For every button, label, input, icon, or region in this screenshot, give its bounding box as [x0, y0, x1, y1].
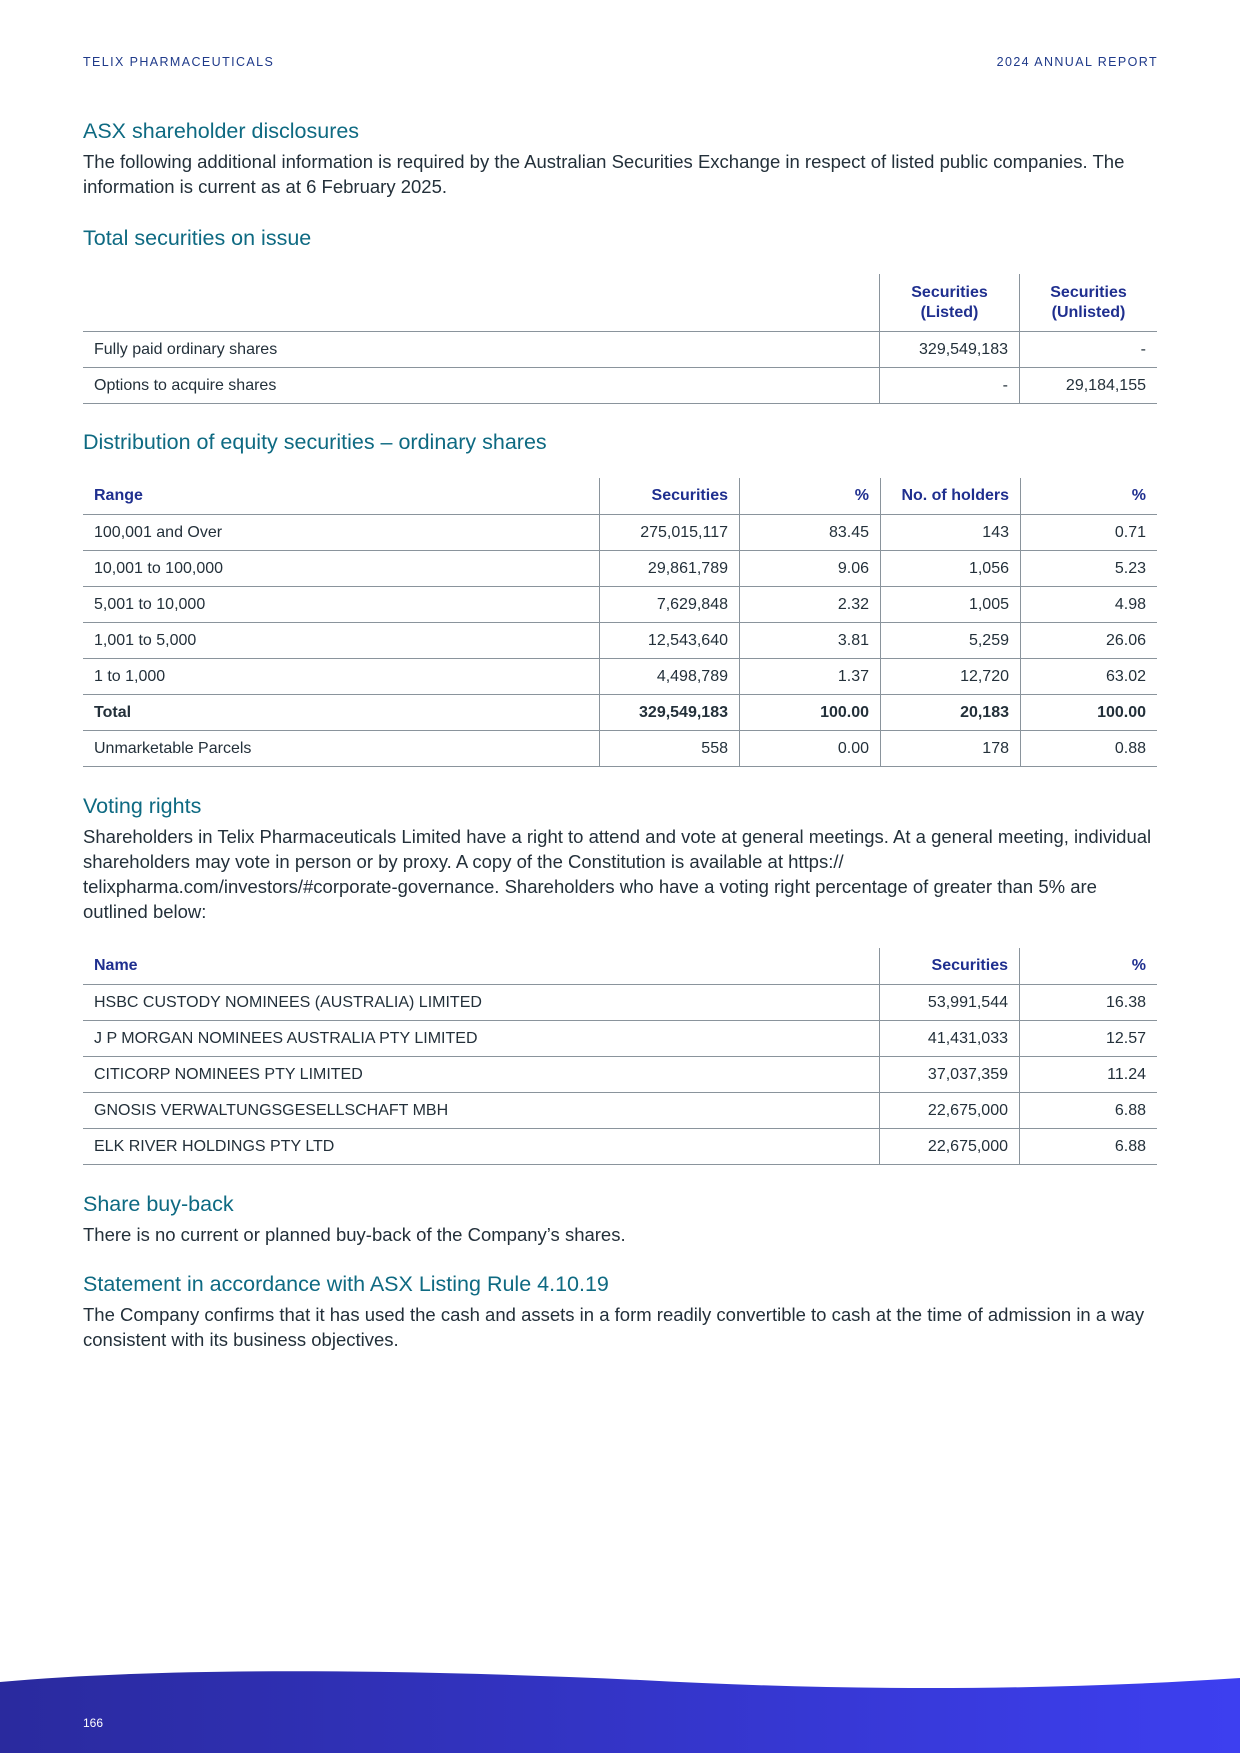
total-securities-table: [83, 274, 1157, 404]
page-number: 166: [83, 1716, 104, 1730]
cell-unlisted: -: [1020, 332, 1158, 368]
table-row: [83, 985, 1157, 1021]
cell-percent: 83.45: [740, 515, 881, 551]
cell-percent: 12.57: [1020, 1021, 1158, 1057]
cell-name: GNOSIS VERWALTUNGSGESELLSCHAFT MBH: [83, 1093, 880, 1129]
row-label: Options to acquire shares: [83, 368, 880, 404]
page-content: [83, 116, 1157, 1352]
cell-securities: 329,549,183: [600, 695, 740, 731]
table-header-blank: [83, 274, 880, 332]
cell-holders-percent: 63.02: [1021, 659, 1158, 695]
row-label: Fully paid ordinary shares: [83, 332, 880, 368]
section-title-total-securities: Total securities on issue: [83, 226, 312, 250]
cell-securities: 4,498,789: [600, 659, 740, 695]
table-header-row: [83, 274, 1157, 332]
cell-securities: 29,861,789: [600, 551, 740, 587]
col-header-percent: %: [740, 478, 881, 515]
cell-range: Total: [83, 695, 600, 731]
cell-percent: 9.06: [740, 551, 881, 587]
cell-name: ELK RIVER HOLDINGS PTY LTD: [83, 1129, 880, 1165]
table-row: [83, 332, 1157, 368]
cell-securities: 41,431,033: [880, 1021, 1020, 1057]
cell-securities: 22,675,000: [880, 1129, 1020, 1165]
cell-name: CITICORP NOMINEES PTY LIMITED: [83, 1057, 880, 1093]
cell-listed: 329,549,183: [880, 332, 1020, 368]
cell-percent: 6.88: [1020, 1093, 1158, 1129]
buyback-text: There is no current or planned buy-back of the Company’s shares.: [83, 1224, 626, 1245]
cell-holders-percent: 26.06: [1021, 623, 1158, 659]
cell-holders-percent: 5.23: [1021, 551, 1158, 587]
section-title-voting: Voting rights: [83, 794, 202, 818]
cell-range: 10,001 to 100,000: [83, 551, 600, 587]
cell-holders-percent: 100.00: [1021, 695, 1158, 731]
cell-securities: 12,543,640: [600, 623, 740, 659]
cell-holders: 12,720: [881, 659, 1021, 695]
col-header-unlisted: Securities (Unlisted): [1020, 274, 1158, 332]
cell-holders-percent: 0.88: [1021, 731, 1158, 767]
voting-table: [83, 948, 1157, 1165]
statement-text: The Company confirms that it has used the cash and assets in a form readily convertible to cash at the time of admission in a way consistent with its business objectives.: [83, 1304, 1145, 1350]
section-title-asx: ASX shareholder disclosures: [83, 119, 360, 143]
cell-range: 5,001 to 10,000: [83, 587, 600, 623]
cell-listed: -: [880, 368, 1020, 404]
section-title-distribution: Distribution of equity securities – ordinary shares: [83, 430, 547, 454]
distribution-table: [83, 478, 1157, 767]
table-row: [83, 1057, 1157, 1093]
table-row: [83, 515, 1157, 551]
cell-holders-percent: 0.71: [1021, 515, 1158, 551]
cell-percent: 11.24: [1020, 1057, 1158, 1093]
cell-securities: 558: [600, 731, 740, 767]
table-row-total: [83, 695, 1157, 731]
cell-holders: 5,259: [881, 623, 1021, 659]
cell-securities: 22,675,000: [880, 1093, 1020, 1129]
cell-holders: 178: [881, 731, 1021, 767]
voting-text: Shareholders in Telix Pharmaceuticals Limited have a right to attend and vote at general meetings. At a general meeting, individual shareholders may vote in person or by proxy. A copy of the Constitution is available at https:// telixpharma.com/investors/#corporate-governance. Shareholders who have a voting right percentage of greater than 5% are outlined below:: [83, 826, 1152, 922]
footer-wave-band: [0, 1670, 1240, 1753]
cell-holders: 1,056: [881, 551, 1021, 587]
col-header-listed: Securities (Listed): [880, 274, 1020, 332]
cell-percent: 6.88: [1020, 1129, 1158, 1165]
table-row: [83, 731, 1157, 767]
col-header-securities: Securities: [880, 948, 1020, 985]
table-row: [83, 551, 1157, 587]
cell-range: 1,001 to 5,000: [83, 623, 600, 659]
cell-percent: 1.37: [740, 659, 881, 695]
cell-unlisted: 29,184,155: [1020, 368, 1158, 404]
running-header-company: TELIX PHARMACEUTICALS: [83, 55, 275, 69]
table-row: [83, 623, 1157, 659]
cell-name: J P MORGAN NOMINEES AUSTRALIA PTY LIMITED: [83, 1021, 880, 1057]
table-header-row: [83, 948, 1157, 985]
cell-range: Unmarketable Parcels: [83, 731, 600, 767]
cell-securities: 53,991,544: [880, 985, 1020, 1021]
section-title-statement: Statement in accordance with ASX Listing Rule 4.10.19: [83, 1272, 609, 1296]
cell-percent: 16.38: [1020, 985, 1158, 1021]
table-row: [83, 368, 1157, 404]
col-header-holders: No. of holders: [881, 478, 1021, 515]
cell-percent: 100.00: [740, 695, 881, 731]
table-header-row: [83, 478, 1157, 515]
col-header-percent: %: [1020, 948, 1158, 985]
cell-percent: 2.32: [740, 587, 881, 623]
running-header-report: 2024 ANNUAL REPORT: [996, 55, 1158, 69]
col-header-securities: Securities: [600, 478, 740, 515]
table-row: [83, 587, 1157, 623]
cell-name: HSBC CUSTODY NOMINEES (AUSTRALIA) LIMITED: [83, 985, 880, 1021]
cell-securities: 275,015,117: [600, 515, 740, 551]
table-row: [83, 659, 1157, 695]
cell-holders-percent: 4.98: [1021, 587, 1158, 623]
cell-range: 100,001 and Over: [83, 515, 600, 551]
col-header-name: Name: [83, 948, 880, 985]
cell-securities: 7,629,848: [600, 587, 740, 623]
col-header-range: Range: [83, 478, 600, 515]
table-row: [83, 1093, 1157, 1129]
cell-holders: 143: [881, 515, 1021, 551]
cell-holders: 20,183: [881, 695, 1021, 731]
cell-range: 1 to 1,000: [83, 659, 600, 695]
asx-intro: The following additional information is required by the Australian Securities Exchange in respect of listed public companies. The information is current as at 6 February 2025.: [83, 151, 1125, 197]
col-header-holders-percent: %: [1021, 478, 1158, 515]
cell-holders: 1,005: [881, 587, 1021, 623]
cell-percent: 3.81: [740, 623, 881, 659]
table-row: [83, 1021, 1157, 1057]
cell-securities: 37,037,359: [880, 1057, 1020, 1093]
cell-percent: 0.00: [740, 731, 881, 767]
section-title-buyback: Share buy-back: [83, 1192, 234, 1216]
table-row: [83, 1129, 1157, 1165]
